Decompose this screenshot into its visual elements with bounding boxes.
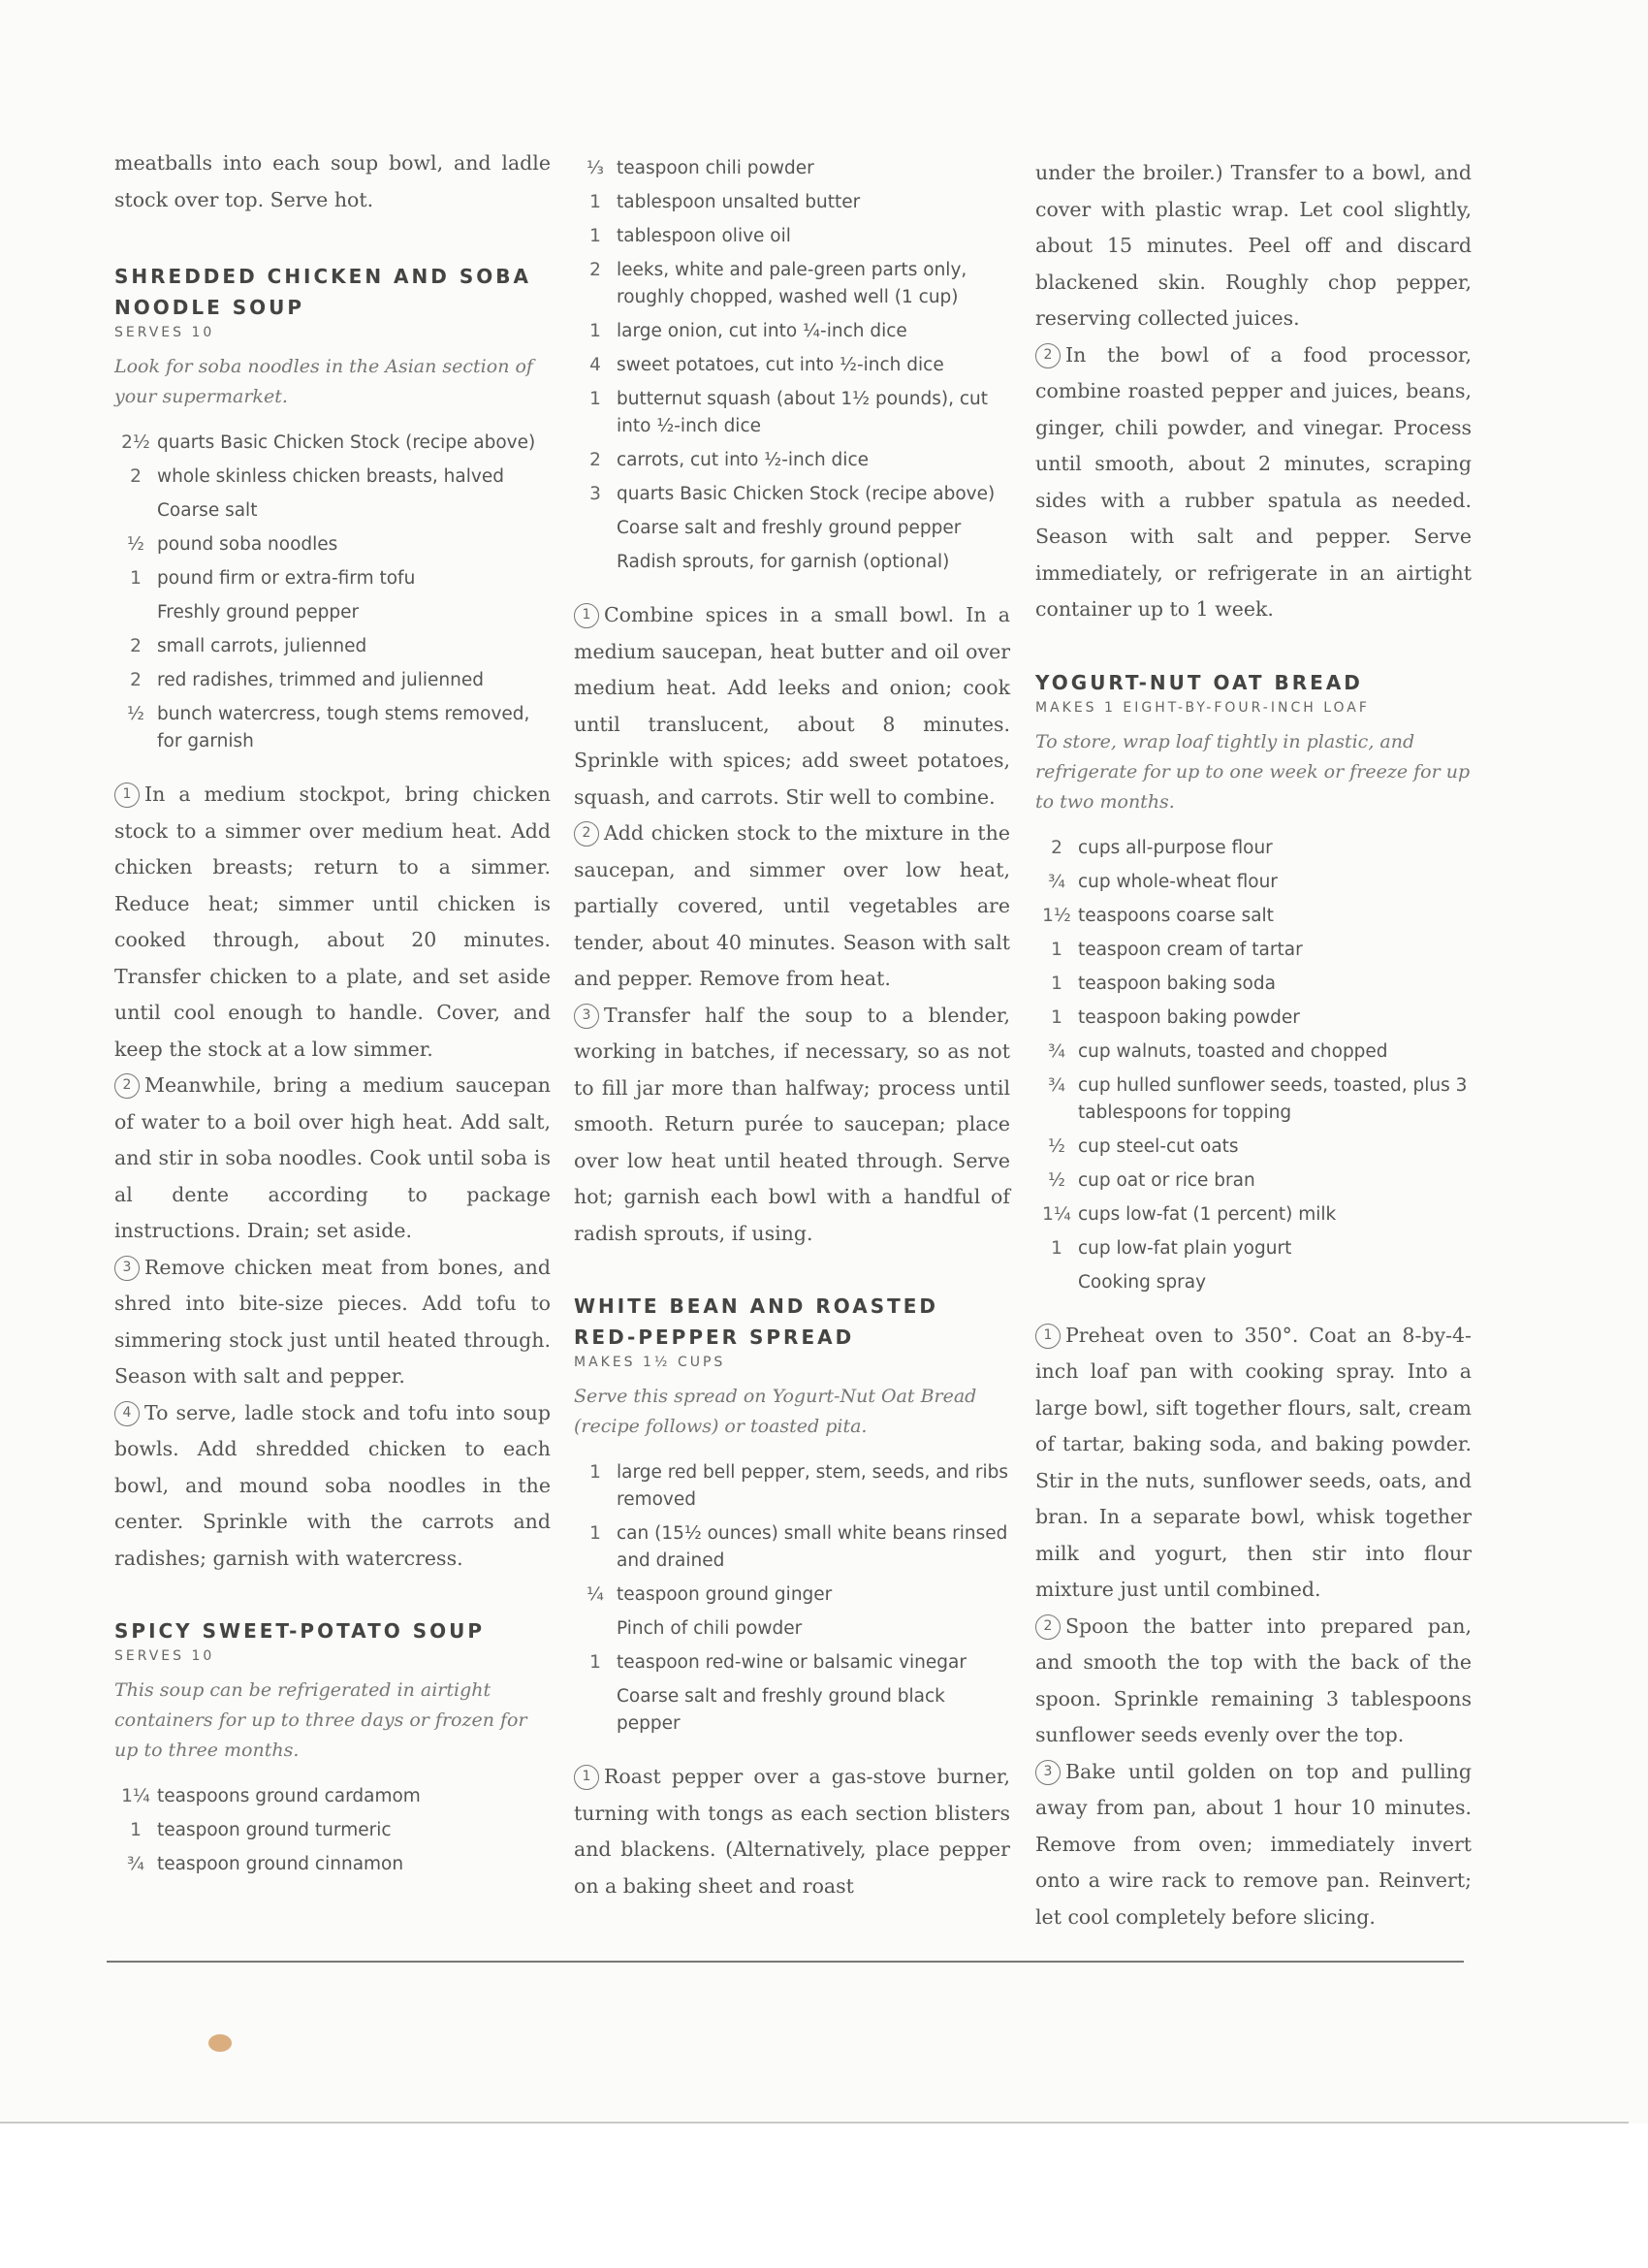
recipe-white-bean-spread bbox=[574, 1291, 1010, 1904]
ingredient-item: cup steel-cut oats bbox=[1078, 1135, 1239, 1157]
recipe-yield: MAKES 1½ CUPS bbox=[574, 1355, 726, 1370]
step-number: 4 bbox=[114, 1401, 140, 1426]
ingredient bbox=[574, 481, 1010, 508]
ingredient-qty: ¾ bbox=[1048, 871, 1065, 892]
ingredient-item: teaspoon ground cinnamon bbox=[157, 1854, 404, 1874]
ingredient-qty: ½ bbox=[1048, 1169, 1065, 1191]
ingredient-item: pound firm or extra-firm tofu bbox=[157, 568, 416, 589]
ingredient-qty: 1 bbox=[589, 1523, 601, 1544]
ingredient-qty bbox=[574, 515, 617, 542]
ingredient-qty: 2 bbox=[130, 466, 142, 487]
ingredient-qty: 2½ bbox=[121, 432, 150, 453]
column-1 bbox=[114, 145, 551, 1900]
ingredient-qty: ¼ bbox=[586, 1584, 604, 1605]
ingredient-list bbox=[574, 155, 1010, 576]
ingredient-item: can (15½ ounces) small white beans rinsed and drained bbox=[617, 1523, 1008, 1571]
ingredient-qty bbox=[574, 1683, 617, 1738]
continued-text: under the broiler.) Transfer to a bowl, and cover with plastic wrap. Let cool slightly, about 15 minutes. Peel off and discard blackened skin. Roughly chop pepper, reserving collected juices. bbox=[1035, 161, 1472, 330]
ingredient-list bbox=[114, 430, 551, 755]
ingredient bbox=[574, 1520, 1010, 1575]
step-number: 1 bbox=[1035, 1324, 1061, 1349]
step-number: 1 bbox=[574, 603, 599, 628]
ingredient bbox=[1035, 1072, 1472, 1127]
step-number: 3 bbox=[114, 1256, 140, 1281]
ingredient bbox=[1035, 1134, 1472, 1161]
method bbox=[1035, 1318, 1472, 1936]
step-number: 3 bbox=[1035, 1760, 1061, 1785]
ingredient bbox=[1035, 1269, 1472, 1296]
ingredient bbox=[574, 549, 1010, 576]
recipe-title: WHITE BEAN AND ROASTED RED-PEPPER SPREAD bbox=[574, 1294, 939, 1349]
method-step bbox=[574, 815, 1010, 998]
recipe-shredded-chicken-soup bbox=[114, 261, 551, 1577]
ingredient-item: teaspoon red-wine or balsamic vinegar bbox=[617, 1652, 967, 1673]
ingredient bbox=[574, 155, 1010, 182]
ingredient-item: quarts Basic Chicken Stock (recipe above) bbox=[157, 432, 536, 453]
ingredient-qty: ½ bbox=[1048, 1135, 1065, 1157]
step-text: To serve, ladle stock and tofu into soup bowls. Add shredded chicken to each bowl, and mound soba noodles in the center. Sprinkle with the carrots and radishes; garnish with watercress. bbox=[114, 1400, 551, 1570]
ingredient-qty: 1 bbox=[1051, 939, 1062, 960]
ingredient bbox=[574, 1581, 1010, 1609]
ingredient-item: cup whole-wheat flour bbox=[1078, 871, 1278, 892]
ingredient-qty: 2 bbox=[130, 670, 142, 690]
ingredient-item: teaspoon baking powder bbox=[1078, 1006, 1300, 1028]
ingredient-qty: ¾ bbox=[1048, 1074, 1065, 1096]
step-text: Bake until golden on top and pulling away from pan, about 1 hour 10 minutes. Remove from oven; immediately invert onto a wire rack to remove pan. Reinvert; let cool completely before slicing. bbox=[1035, 1759, 1472, 1929]
ingredient-item: cup oat or rice bran bbox=[1078, 1169, 1255, 1191]
recipe-note: Serve this spread on Yogurt-Nut Oat Bread (recipe follows) or toasted pita. bbox=[574, 1386, 977, 1437]
ingredient bbox=[114, 497, 551, 525]
step-number: 2 bbox=[1035, 1614, 1061, 1640]
ingredient-qty: 2 bbox=[130, 636, 142, 656]
ingredient-qty: 2 bbox=[589, 450, 601, 470]
ingredient bbox=[114, 1783, 551, 1810]
ingredient bbox=[574, 515, 1010, 542]
recipe-note: This soup can be refrigerated in airtight containers for up to three days or frozen for up to three months. bbox=[114, 1679, 527, 1761]
ingredient-item: sweet potatoes, cut into ½-inch dice bbox=[617, 355, 944, 375]
step-number: 2 bbox=[1035, 343, 1061, 368]
ingredient-item: large red bell pepper, stem, seeds, and ribs removed bbox=[617, 1462, 1009, 1510]
ingredient-item: Pinch of chili powder bbox=[617, 1618, 803, 1639]
ingredient-item: cup walnuts, toasted and chopped bbox=[1078, 1040, 1388, 1062]
ingredient bbox=[1035, 903, 1472, 930]
ingredient bbox=[1035, 835, 1472, 862]
ingredient-item: teaspoon chili powder bbox=[617, 158, 814, 178]
ingredient-qty: 1 bbox=[130, 568, 142, 589]
method bbox=[114, 777, 551, 1577]
ingredient bbox=[114, 599, 551, 626]
ingredient-item: Cooking spray bbox=[1078, 1271, 1207, 1293]
ingredient-qty: 1 bbox=[589, 321, 601, 341]
recipe-yield: SERVES 10 bbox=[114, 1648, 215, 1664]
ingredient bbox=[114, 531, 551, 559]
column-3 bbox=[1035, 155, 1472, 1935]
ingredient-item: small carrots, julienned bbox=[157, 636, 367, 656]
ingredient-item: teaspoon ground ginger bbox=[617, 1584, 833, 1605]
step-number: 2 bbox=[114, 1073, 140, 1099]
ingredient bbox=[574, 352, 1010, 379]
step-text: Spoon the batter into prepared pan, and smooth the top with the back of the spoon. Sprinkle remaining 3 tablespoons sunflower seeds evenly over the top. bbox=[1035, 1613, 1472, 1746]
ingredient bbox=[574, 189, 1010, 216]
ingredient-item: teaspoon ground turmeric bbox=[157, 1820, 392, 1840]
ingredient bbox=[114, 1851, 551, 1878]
ingredient-qty: 1 bbox=[130, 1820, 142, 1840]
ingredient-item: teaspoons coarse salt bbox=[1078, 905, 1274, 926]
step-text: Combine spices in a small bowl. In a medium saucepan, heat butter and oil over medium heat. Add leeks and onion; cook until translucent, about 8 minutes. Sprinkle with spices; add sweet potatoes, squash, and carrots. Stir well to combine. bbox=[574, 603, 1010, 809]
ingredient bbox=[114, 701, 551, 755]
ingredient-item: cup low-fat plain yogurt bbox=[1078, 1237, 1292, 1259]
method-step bbox=[1035, 1318, 1472, 1609]
ingredient-list bbox=[574, 1459, 1010, 1738]
step-text: Roast pepper over a gas-stove burner, turning with tongs as each section blisters and blackens. (Alternatively, place pepper on a baking sheet and roast bbox=[574, 1765, 1010, 1898]
ingredient-item: carrots, cut into ½-inch dice bbox=[617, 450, 869, 470]
ingredient bbox=[574, 386, 1010, 440]
ingredient-qty bbox=[114, 599, 157, 626]
ingredient-item: quarts Basic Chicken Stock (recipe above) bbox=[617, 484, 996, 504]
method-step bbox=[114, 777, 551, 1068]
method-step bbox=[114, 1068, 551, 1250]
ingredient bbox=[574, 257, 1010, 311]
method-step bbox=[574, 998, 1010, 1253]
method-step bbox=[1035, 1609, 1472, 1754]
ingredient bbox=[114, 565, 551, 592]
ingredient-qty: ½ bbox=[127, 534, 144, 555]
step-text: In the bowl of a food processor, combine roasted pepper and juices, beans, ginger, chili powder, and vinegar. Process until smooth, about 2 minutes, scraping sides with a rubber spatula as needed. Season with salt and pepper. Serve immediately, or refrigerate in an airtight container up to 1 week. bbox=[1035, 342, 1472, 621]
ingredient-qty: ¾ bbox=[127, 1854, 144, 1874]
ingredient-item: tablespoon unsalted butter bbox=[617, 192, 861, 212]
ingredient-item: Radish sprouts, for garnish (optional) bbox=[617, 552, 950, 572]
method-step bbox=[114, 1250, 551, 1395]
ingredient-qty: ⅓ bbox=[586, 158, 604, 178]
method-step bbox=[114, 1395, 551, 1578]
ingredient-qty: 1 bbox=[589, 1652, 601, 1673]
ingredient-item: teaspoons ground cardamom bbox=[157, 1786, 421, 1806]
ingredient bbox=[1035, 1235, 1472, 1262]
method-step bbox=[1035, 1754, 1472, 1936]
recipe-title: SPICY SWEET-POTATO SOUP bbox=[114, 1619, 486, 1643]
ingredient-qty: 1½ bbox=[1042, 905, 1071, 926]
ingredient-item: Freshly ground pepper bbox=[157, 602, 360, 623]
ingredient bbox=[1035, 1167, 1472, 1195]
ingredient-item: teaspoon baking soda bbox=[1078, 973, 1276, 994]
ingredient-qty bbox=[114, 497, 157, 525]
step-number: 2 bbox=[574, 821, 599, 847]
ingredient bbox=[114, 463, 551, 491]
method-step bbox=[574, 1759, 1010, 1904]
ingredient-qty: 1 bbox=[589, 1462, 601, 1483]
ingredient bbox=[574, 1459, 1010, 1514]
step-text: Add chicken stock to the mixture in the saucepan, and simmer over low heat, partially covered, until vegetables are tender, about 40 minutes. Season with salt and pepper. Remove from heat. bbox=[574, 821, 1010, 990]
ingredient-item: cup hulled sunflower seeds, toasted, plus 3 tablespoons for topping bbox=[1078, 1074, 1468, 1123]
page-bottom-line bbox=[107, 1961, 1464, 1963]
ingredient bbox=[1035, 869, 1472, 896]
ingredient bbox=[1035, 1038, 1472, 1066]
ingredient-qty: 4 bbox=[589, 355, 601, 375]
ingredient-item: Coarse salt and freshly ground black pepper bbox=[617, 1686, 945, 1734]
ingredient-item: tablespoon olive oil bbox=[617, 226, 791, 246]
ingredient bbox=[114, 1817, 551, 1844]
method-step bbox=[1035, 337, 1472, 628]
ingredient-qty: 2 bbox=[589, 260, 601, 280]
recipe-yogurt-nut-oat-bread bbox=[1035, 667, 1472, 1936]
recipe-note: Look for soba noodles in the Asian section of your supermarket. bbox=[114, 356, 533, 407]
ingredient-list bbox=[114, 1783, 551, 1878]
ingredient-item: cups low-fat (1 percent) milk bbox=[1078, 1203, 1337, 1225]
method bbox=[1035, 155, 1472, 628]
ingredient-item: red radishes, trimmed and julienned bbox=[157, 670, 485, 690]
step-text: Transfer half the soup to a blender, working in batches, if necessary, so as not to fill jar more than halfway; process until smooth. Return purée to saucepan; place over low heat until heated through. Serve hot; garnish each bowl with a handful of radish sprouts, if using. bbox=[574, 1003, 1010, 1245]
step-text: Remove chicken meat from bones, and shred into bite-size pieces. Add tofu to simmering stock just until heated through. Season with salt and pepper. bbox=[114, 1255, 551, 1388]
continued-text: meatballs into each soup bowl, and ladle stock over top. Serve hot. bbox=[114, 151, 551, 211]
ingredient-qty bbox=[574, 1615, 617, 1643]
ingredient bbox=[574, 447, 1010, 474]
recipe-title: YOGURT-NUT OAT BREAD bbox=[1035, 670, 1363, 694]
ingredient bbox=[1035, 1201, 1472, 1229]
ingredient-item: butternut squash (about 1½ pounds), cut into ½-inch dice bbox=[617, 389, 988, 436]
step-text: In a medium stockpot, bring chicken stock to a simmer over medium heat. Add chicken breasts; return to a simmer. Reduce heat; simmer until chicken is cooked through, about 20 minutes. Transfer chicken to a plate, and set aside until cool enough to handle. Cover, and keep the stock at a low simmer. bbox=[114, 783, 551, 1061]
ingredient bbox=[574, 1615, 1010, 1643]
food-stain bbox=[208, 2034, 232, 2052]
ingredient bbox=[574, 1683, 1010, 1738]
ingredient bbox=[574, 318, 1010, 345]
step-text: Preheat oven to 350°. Coat an 8-by-4-inch loaf pan with cooking spray. Into a large bowl, sift together flours, salt, cream of tartar, baking soda, and baking powder. Stir in the nuts, sunflower seeds, oats, and bran. In a separate bowl, whisk together milk and yogurt, then stir into flour mixture just until combined. bbox=[1035, 1323, 1472, 1601]
ingredient-item: cups all-purpose flour bbox=[1078, 837, 1273, 858]
column-2 bbox=[574, 155, 1010, 1904]
ingredient bbox=[1035, 937, 1472, 964]
recipe-yield: SERVES 10 bbox=[114, 325, 215, 340]
ingredient-qty: 1 bbox=[1051, 973, 1062, 994]
ingredient bbox=[574, 1649, 1010, 1677]
ingredient-item: pound soba noodles bbox=[157, 534, 338, 555]
ingredient-qty: 1 bbox=[589, 226, 601, 246]
ingredient-qty: 1¼ bbox=[121, 1786, 150, 1806]
ingredient-item: large onion, cut into ¼-inch dice bbox=[617, 321, 907, 341]
recipe-yield: MAKES 1 EIGHT-BY-FOUR-INCH LOAF bbox=[1035, 699, 1370, 716]
ingredient-qty: 1 bbox=[589, 389, 601, 409]
recipe-title: SHREDDED CHICKEN AND SOBA NOODLE SOUP bbox=[114, 265, 531, 319]
ingredient bbox=[1035, 1005, 1472, 1032]
ingredient-qty bbox=[1035, 1269, 1078, 1296]
step-number: 1 bbox=[114, 783, 140, 808]
ingredient-qty: 1 bbox=[589, 192, 601, 212]
ingredient bbox=[1035, 971, 1472, 998]
ingredient-item: teaspoon cream of tartar bbox=[1078, 939, 1303, 960]
step-number: 1 bbox=[574, 1765, 599, 1790]
ingredient bbox=[574, 223, 1010, 250]
step-text: Meanwhile, bring a medium saucepan of water to a boil over high heat. Add salt, and stir in soba noodles. Cook until soba is al dente according to package instructions. Drain; set aside. bbox=[114, 1073, 551, 1242]
recipe-spicy-sweet-potato-soup bbox=[114, 1615, 551, 1878]
ingredient-qty: 1¼ bbox=[1042, 1203, 1071, 1225]
ingredient-qty: 1 bbox=[1051, 1006, 1062, 1028]
ingredient-item: whole skinless chicken breasts, halved bbox=[157, 466, 504, 487]
ingredient bbox=[114, 633, 551, 660]
method bbox=[574, 597, 1010, 1252]
ingredient-item: Coarse salt bbox=[157, 500, 258, 521]
recipe-note: To store, wrap loaf tightly in plastic, and refrigerate for up to one week or freeze for up to two months. bbox=[1035, 730, 1471, 813]
ingredient-qty bbox=[574, 549, 617, 576]
paper-edge bbox=[0, 2122, 1629, 2124]
method bbox=[574, 1759, 1010, 1904]
ingredient-item: Coarse salt and freshly ground pepper bbox=[617, 518, 962, 538]
ingredient-qty: 3 bbox=[589, 484, 601, 504]
ingredient bbox=[114, 430, 551, 457]
ingredient bbox=[114, 667, 551, 694]
ingredient-qty: ½ bbox=[127, 704, 144, 724]
method-step bbox=[574, 597, 1010, 815]
ingredient-item: leeks, white and pale-green parts only, roughly chopped, washed well (1 cup) bbox=[617, 260, 967, 307]
step-number: 3 bbox=[574, 1004, 599, 1029]
ingredient-qty: 1 bbox=[1051, 1237, 1062, 1259]
ingredient-item: bunch watercress, tough stems removed, for garnish bbox=[157, 704, 530, 751]
ingredient-qty: ¾ bbox=[1048, 1040, 1065, 1062]
ingredient-qty: 2 bbox=[1051, 837, 1062, 858]
ingredient-list bbox=[1035, 835, 1472, 1296]
